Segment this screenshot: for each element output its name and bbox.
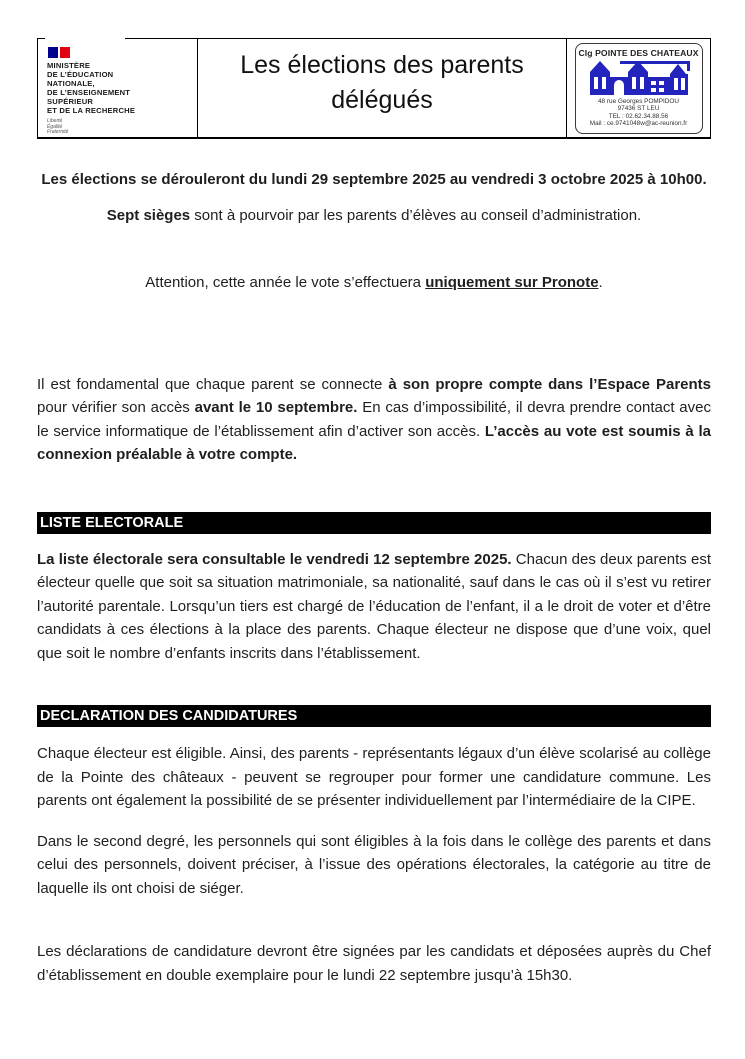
seats-paragraph <box>37 204 711 228</box>
ministry-name-line: DE L’ENSEIGNEMENT <box>47 88 131 97</box>
pronote-suffix: . <box>598 274 603 291</box>
motto-line: Égalité <box>47 123 63 130</box>
french-flag-icon <box>48 47 197 58</box>
account-run: pour vérifier son accès <box>37 399 195 416</box>
liste-text: Chacun des deux parents est électeur quelle que soit sa situation matrimoniale, sa nationalité, sauf dans le cas où il s’est vu retirer l’autorité parentale. Lorsqu’un tiers est chargé de l’éducation de l’enfant, il a le droit de voter et d’être candidats à ces élections à la place des parents. Chaque électeur ne dispose que d’une voix, quel que soit le nombre d’enfants inscrits dans l’établissement. <box>37 550 711 662</box>
account-bold-espace-parents: à son propre compte dans l’Espace Parents <box>388 375 711 393</box>
ministry-name-line: DE L’ÉDUCATION <box>47 70 114 79</box>
pronote-notice <box>37 271 711 295</box>
castle-icon <box>586 59 692 97</box>
school-phone: TEL : 02.62.34.88.56 <box>608 112 669 120</box>
ministry-name-line: NATIONALE, <box>47 79 95 88</box>
school-address <box>590 98 687 128</box>
ministry-name <box>47 61 197 115</box>
ministry-motto <box>47 119 197 136</box>
page-title <box>240 48 524 118</box>
school-name: Clg POINTE DES CHATEAUX <box>578 47 699 58</box>
pronote-emphasis: uniquement sur Pronote <box>425 274 599 291</box>
header-border-segment <box>37 38 45 39</box>
election-dates-paragraph: Les élections se dérouleront du lundi 29 septembre 2025 au vendredi 3 octobre 2025 à 10h00. <box>41 171 707 188</box>
document-title-cell <box>197 38 567 137</box>
account-run: En cas d’impossibilité, il devra prendre contact avec le service informatique de l’établissement afin d’activer son accès. <box>37 399 711 440</box>
seats-rest: sont à pourvoir par les parents d’élèves au conseil d’administration. <box>190 206 642 224</box>
page-title-line1: Les élections des parents <box>240 51 524 79</box>
section-heading-declaration-candidatures: DECLARATION DES CANDIDATURES <box>37 705 711 727</box>
seats-count-bold: Sept sièges <box>106 206 191 224</box>
ministry-logo <box>37 38 197 137</box>
ministry-name-line: SUPÉRIEUR <box>47 97 94 106</box>
liste-date-bold: La liste électorale sera consultable le vendredi 12 septembre 2025. <box>37 550 512 568</box>
header-table <box>37 38 711 139</box>
section-heading-liste-electorale: LISTE ELECTORALE <box>37 512 711 534</box>
header-border-segment <box>125 38 197 39</box>
ministry-name-line: ET DE LA RECHERCHE <box>47 106 136 115</box>
account-bold-vote-access: L’accès au vote est soumis à la connexion préalable à votre compte. <box>37 422 711 463</box>
second-degre-paragraph: Dans le second degré, les personnels qui sont éligibles à la fois dans le collège des parents et dans celui des personnels, doivent préciser, à l’issue des opérations électorales, la catégorie au titre de laquelle ils ont choisi de siéger. <box>37 832 711 897</box>
liste-electorale-paragraph <box>37 548 711 666</box>
deposit-deadline-paragraph: Les déclarations de candidature devront être signées par les candidats et déposées auprès du Chef d’établissement en double exemplaire pour le lundi 22 septembre jusqu’à 15h30. <box>37 943 711 984</box>
school-logo <box>575 43 703 134</box>
account-run: Il est fondamental que chaque parent se connecte <box>37 375 389 393</box>
school-email: Mail : ce.9741048w@ac-reunion.fr <box>589 120 688 128</box>
eligibility-paragraph: Chaque électeur est éligible. Ainsi, des parents - représentants légaux d’un élève scolarisé au collège de la Pointe des châteaux - peuvent se regrouper pour former une candidature commune. Les parents ont également la possibilité de se présenter individuellement par l’intermédiaire de la CIPE. <box>37 745 711 809</box>
school-logo-cell <box>567 38 711 137</box>
page-title-line2: délégués <box>331 86 433 114</box>
account-access-paragraph <box>37 373 711 467</box>
ministry-name-line: MINISTÈRE <box>47 61 91 70</box>
account-bold-deadline: avant le 10 septembre. <box>194 399 358 416</box>
motto-line: Fraternité <box>47 129 69 135</box>
school-address-line1: 48 rue Georges POMPIDOU <box>598 97 679 105</box>
pronote-prefix: Attention, cette année le vote s’effectuera <box>145 274 426 291</box>
motto-line: Liberté <box>47 118 63 124</box>
school-address-line2: 97436 ST LEU <box>617 105 660 113</box>
